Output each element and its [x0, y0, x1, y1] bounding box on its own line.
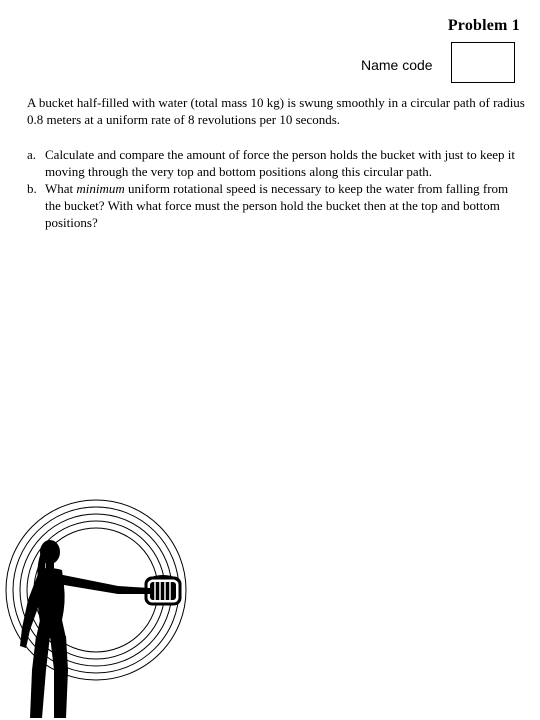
question-emphasis: minimum — [76, 181, 125, 196]
question-text-end: uniform rotational speed is necessary to keep the water from falling from the bucket? With what force must the person hold the bucket then at the top and bottom positions? — [45, 181, 509, 230]
question-text — [45, 181, 508, 230]
question-letter: a. — [27, 147, 37, 162]
person-silhouette — [20, 540, 150, 718]
problem-intro: A bucket half-filled with water (total mass 10 kg) is swung smoothly in a circular path of radius 0.8 meters at a uniform rate of 8 revolutions per 10 seconds. — [27, 95, 525, 127]
problem-title: Problem 1 — [447, 17, 520, 34]
question-item-a — [27, 146, 522, 180]
question-item-b — [27, 180, 522, 231]
person-swinging-bucket-icon — [0, 470, 200, 720]
name-code-label: Name code — [361, 57, 433, 73]
name-code-input-box[interactable] — [451, 42, 515, 83]
question-list — [27, 146, 522, 231]
question-text-start: What — [45, 181, 77, 196]
bucket-icon — [146, 576, 180, 604]
question-letter: b. — [27, 181, 37, 196]
question-text: Calculate and compare the amount of force the person holds the bucket with just to keep it moving through the very top and bottom positions along this circular path. — [45, 147, 516, 179]
